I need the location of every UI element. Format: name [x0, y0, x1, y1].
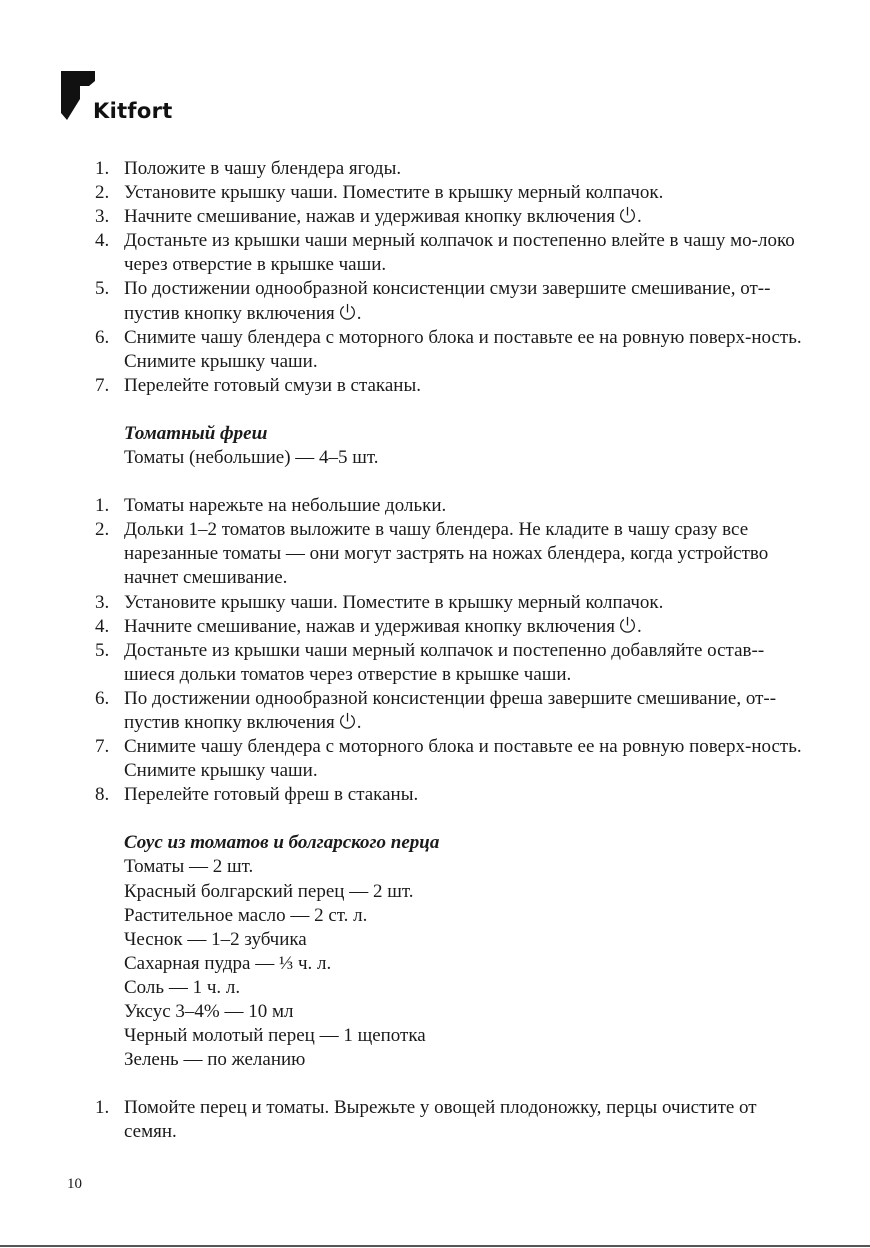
step-text: Снимите чашу блендера с моторного блока и поставьте ее на ровную поверх-ность. Снимите крышку чаши.	[124, 736, 802, 782]
power-button-icon	[338, 302, 357, 322]
list-item	[0, 374, 806, 398]
step-number: 1.	[95, 158, 110, 179]
step-number: 8.	[95, 784, 110, 806]
step-text: По достижении однообразной консистенции смузи завершите смешивание, от-пустив кнопку включения	[124, 278, 771, 324]
step-text: Помойте перец и томаты. Вырежьте у овощей плодоножку, перцы очистите от семян.	[124, 1097, 757, 1143]
step-number: 3.	[95, 591, 110, 613]
list-item	[0, 229, 806, 277]
ingredient-item: Уксус 3–4% — 10 мл	[124, 1001, 294, 1022]
list-item: 4. Начните смешивание, нажав и удерживая кнопку включения .	[0, 615, 806, 639]
step-number: 6.	[95, 687, 110, 709]
step-text: Томаты нарежьте на небольшие дольки.	[124, 495, 447, 517]
step-number: 1.	[95, 1097, 110, 1119]
tomato-fresh-steps-list	[0, 494, 870, 807]
list-item	[0, 783, 806, 807]
list-item	[0, 591, 806, 615]
step-text: Снимите чашу блендера с моторного блока и поставьте ее на ровную поверх-ность. Снимите крышку чаши.	[124, 326, 802, 372]
list-item	[0, 494, 806, 518]
step-number: 3.	[95, 206, 110, 228]
step-number: 2.	[95, 519, 110, 541]
step-text: Установите крышку чаши. Поместите в крышку мерный колпачок.	[124, 591, 664, 613]
list-item	[0, 639, 806, 687]
ingredient-item: Сахарная пудра — ⅓ ч. л.	[124, 952, 332, 974]
list-item	[0, 735, 806, 783]
step-text: Начните смешивание, нажав и удерживая кнопку включения	[124, 615, 616, 637]
list-item: 5. По достижении однообразной консистенции смузи завершите смешивание, от-пустив кнопку включения .	[95, 278, 771, 324]
step-text: Достаньте из крышки чаши мерный колпачок и постепенно влейте в чашу мо-локо через отверстие в крышке чаши.	[124, 230, 795, 276]
power-button-icon	[618, 205, 637, 225]
smoothie-steps-list	[0, 157, 870, 398]
step-text: Дольки 1–2 томатов выложите в чашу блендера. Не кладите в чашу сразу все нарезанные томаты — они могут застрять на ножах блендера, когда устройство начнет смешивание.	[124, 519, 769, 589]
ingredient-item: Черный молотый перец — 1 щепотка	[124, 1025, 426, 1047]
bottom-rule	[0, 1245, 870, 1247]
ingredient-item: Чеснок — 1–2 зубчика	[124, 928, 307, 950]
step-number: 4.	[95, 615, 110, 637]
ingredient-item: Зелень — по желанию	[124, 1049, 306, 1071]
list-item	[0, 1096, 806, 1144]
step-number: 2.	[95, 182, 110, 204]
ingredient-item: Томаты (небольшие) — 4–5 шт.	[124, 447, 379, 469]
step-number: 5.	[95, 639, 110, 661]
sauce-steps-list	[0, 1096, 870, 1144]
ingredient-item: Растительное масло — 2 ст. л.	[124, 904, 368, 926]
step-number: 6.	[95, 326, 110, 348]
ingredient-item: Томаты — 2 шт.	[124, 856, 254, 878]
step-text: Перелейте готовый смузи в стаканы.	[124, 374, 421, 396]
list-item	[0, 518, 806, 590]
step-number: 7.	[95, 374, 110, 396]
ingredients-list	[124, 446, 870, 470]
power-button-icon	[338, 711, 357, 731]
step-text: Перелейте готовый фреш в стаканы.	[124, 784, 419, 806]
step-text: По достижении однообразной консистенции фреша завершите смешивание, от-пустив кнопку включения	[124, 687, 777, 733]
page-content	[0, 157, 870, 1144]
list-item: 3. Начните смешивание, нажав и удерживая кнопку включения .	[0, 205, 806, 229]
list-item	[0, 326, 806, 374]
step-text: Достаньте из крышки чаши мерный колпачок и постепенно добавляйте остав-шиеся дольки томатов через отверстие в крышке чаши.	[124, 639, 765, 685]
recipe-tomato-pepper-sauce	[0, 831, 870, 1072]
kitfort-logo	[61, 71, 171, 125]
recipe-title: Соус из томатов и болгарского перца	[124, 832, 440, 854]
ingredient-item: Красный болгарский перец — 2 шт.	[124, 880, 414, 902]
step-text: Установите крышку чаши. Поместите в крышку мерный колпачок.	[124, 182, 664, 204]
step-number: 5.	[95, 278, 110, 300]
list-item	[0, 181, 806, 205]
recipe-title: Томатный фреш	[124, 422, 268, 444]
ingredient-item: Соль — 1 ч. л.	[124, 976, 241, 998]
step-number: 7.	[95, 736, 110, 758]
step-number: 1.	[95, 495, 110, 517]
step-text: Положите в чашу блендера ягоды.	[124, 158, 402, 179]
brand-name: Kitfort	[93, 99, 173, 123]
page-number: 10	[67, 1176, 82, 1192]
list-item	[0, 157, 806, 181]
ingredients-list	[124, 855, 870, 1072]
power-button-icon	[618, 615, 637, 635]
recipe-tomato-fresh	[0, 422, 870, 470]
step-text: Начните смешивание, нажав и удерживая кнопку включения	[124, 206, 616, 228]
step-number: 4.	[95, 230, 110, 252]
list-item: 6. По достижении однообразной консистенции фреша завершите смешивание, от-пустив кнопку включения .	[95, 687, 777, 733]
